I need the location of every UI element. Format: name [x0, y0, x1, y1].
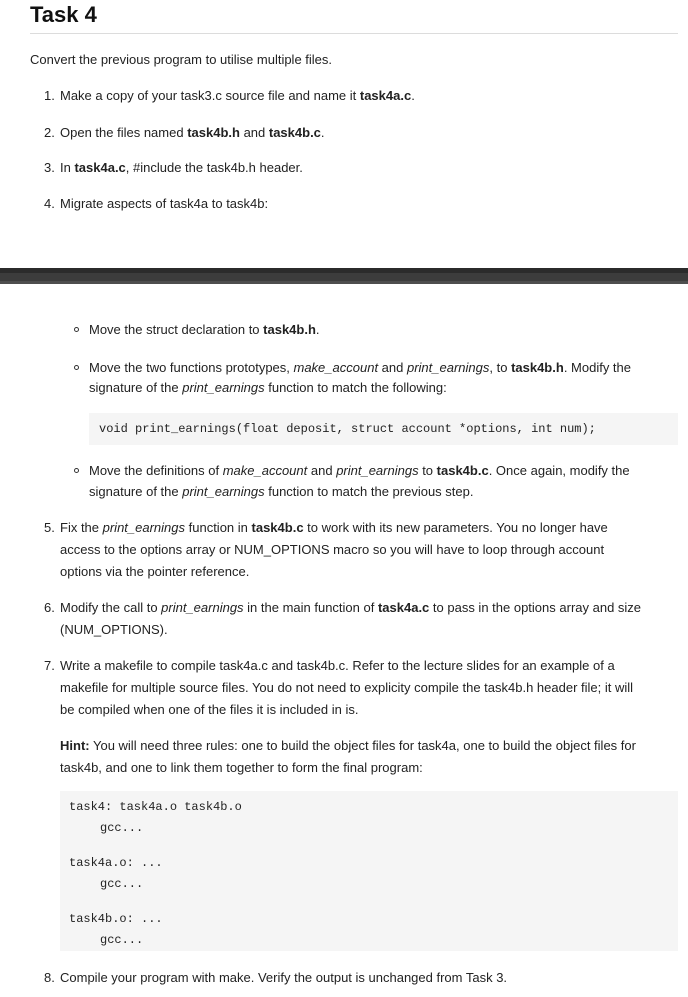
section-separator-bar [0, 268, 688, 284]
step-number: 5. [44, 520, 55, 535]
code-block-signature [89, 413, 678, 445]
code-line: task4: task4a.o task4b.o [69, 800, 242, 814]
step-7-line-3: be compiled when one of the files it is included in is. [60, 702, 359, 717]
substep-3-line-2: signature of the print_earnings function to match the previous step. [89, 484, 474, 499]
step-number: 2. [44, 125, 55, 140]
step-number: 1. [44, 88, 55, 103]
step-6-line-2: (NUM_OPTIONS). [60, 622, 168, 637]
step-number: 8. [44, 970, 55, 985]
intro-text: Convert the previous program to utilise multiple files. [30, 52, 333, 67]
substep-2-line-1: Move the two functions prototypes, make_account and print_earnings, to task4b.h. Modify the [89, 360, 632, 375]
step-5-line-1: 5. Fix the print_earnings function in task4b.c to work with its new parameters. You no longer have [44, 520, 608, 535]
code-block-makefile [60, 791, 678, 951]
step-number: 7. [44, 658, 55, 673]
code-line: gcc... [100, 877, 144, 891]
code-line: void print_earnings(float deposit, struct account *options, int num); [99, 422, 596, 436]
step-7-line-2: makefile for multiple source files. You do not need to explicity compile the task4b.h header file; it will [60, 680, 634, 695]
hint-line-2: task4b, and one to link them together to form the final program: [60, 760, 423, 775]
step-5-line-2: access to the options array or NUM_OPTIONS macro so you will have to loop through account [60, 542, 605, 557]
code-line: gcc... [100, 933, 144, 947]
code-line: gcc... [100, 821, 144, 835]
hint-line-1: Hint: You will need three rules: one to build the object files for task4a, one to build the object files for [60, 738, 636, 753]
step-number: 6. [44, 600, 55, 615]
substep-1: Move the struct declaration to task4b.h. [89, 322, 320, 337]
bullet-icon [74, 327, 79, 332]
substep-3-line-1: Move the definitions of make_account and print_earnings to task4b.c. Once again, modify the [89, 463, 630, 478]
step-2: 2. Open the files named task4b.h and task4b.c. [44, 125, 325, 140]
code-line: task4b.o: ... [69, 912, 163, 926]
code-line: task4a.o: ... [69, 856, 163, 870]
hint-label: Hint: [60, 738, 90, 753]
bullet-icon [74, 468, 79, 473]
step-6-line-1: 6. Modify the call to print_earnings in the main function of task4a.c to pass in the options array and size [44, 600, 642, 615]
step-number: 4. [44, 196, 55, 211]
step-1: 1. Make a copy of your task3.c source file and name it task4a.c. [44, 88, 415, 103]
step-5-line-3: options via the pointer reference. [60, 564, 250, 579]
step-4: 4. Migrate aspects of task4a to task4b: [44, 196, 269, 211]
substep-2-line-2: signature of the print_earnings function to match the following: [89, 380, 447, 395]
step-3: 3. In task4a.c, #include the task4b.h header. [44, 160, 303, 175]
step-7-line-1: 7. Write a makefile to compile task4a.c and task4b.c. Refer to the lecture slides for an example of a [44, 658, 615, 673]
bullet-icon [74, 365, 79, 370]
step-number: 3. [44, 160, 55, 175]
page-title: Task 4 [30, 2, 97, 27]
title-divider [30, 33, 678, 34]
step-8: 8. Compile your program with make. Verify the output is unchanged from Task 3. [44, 970, 508, 985]
